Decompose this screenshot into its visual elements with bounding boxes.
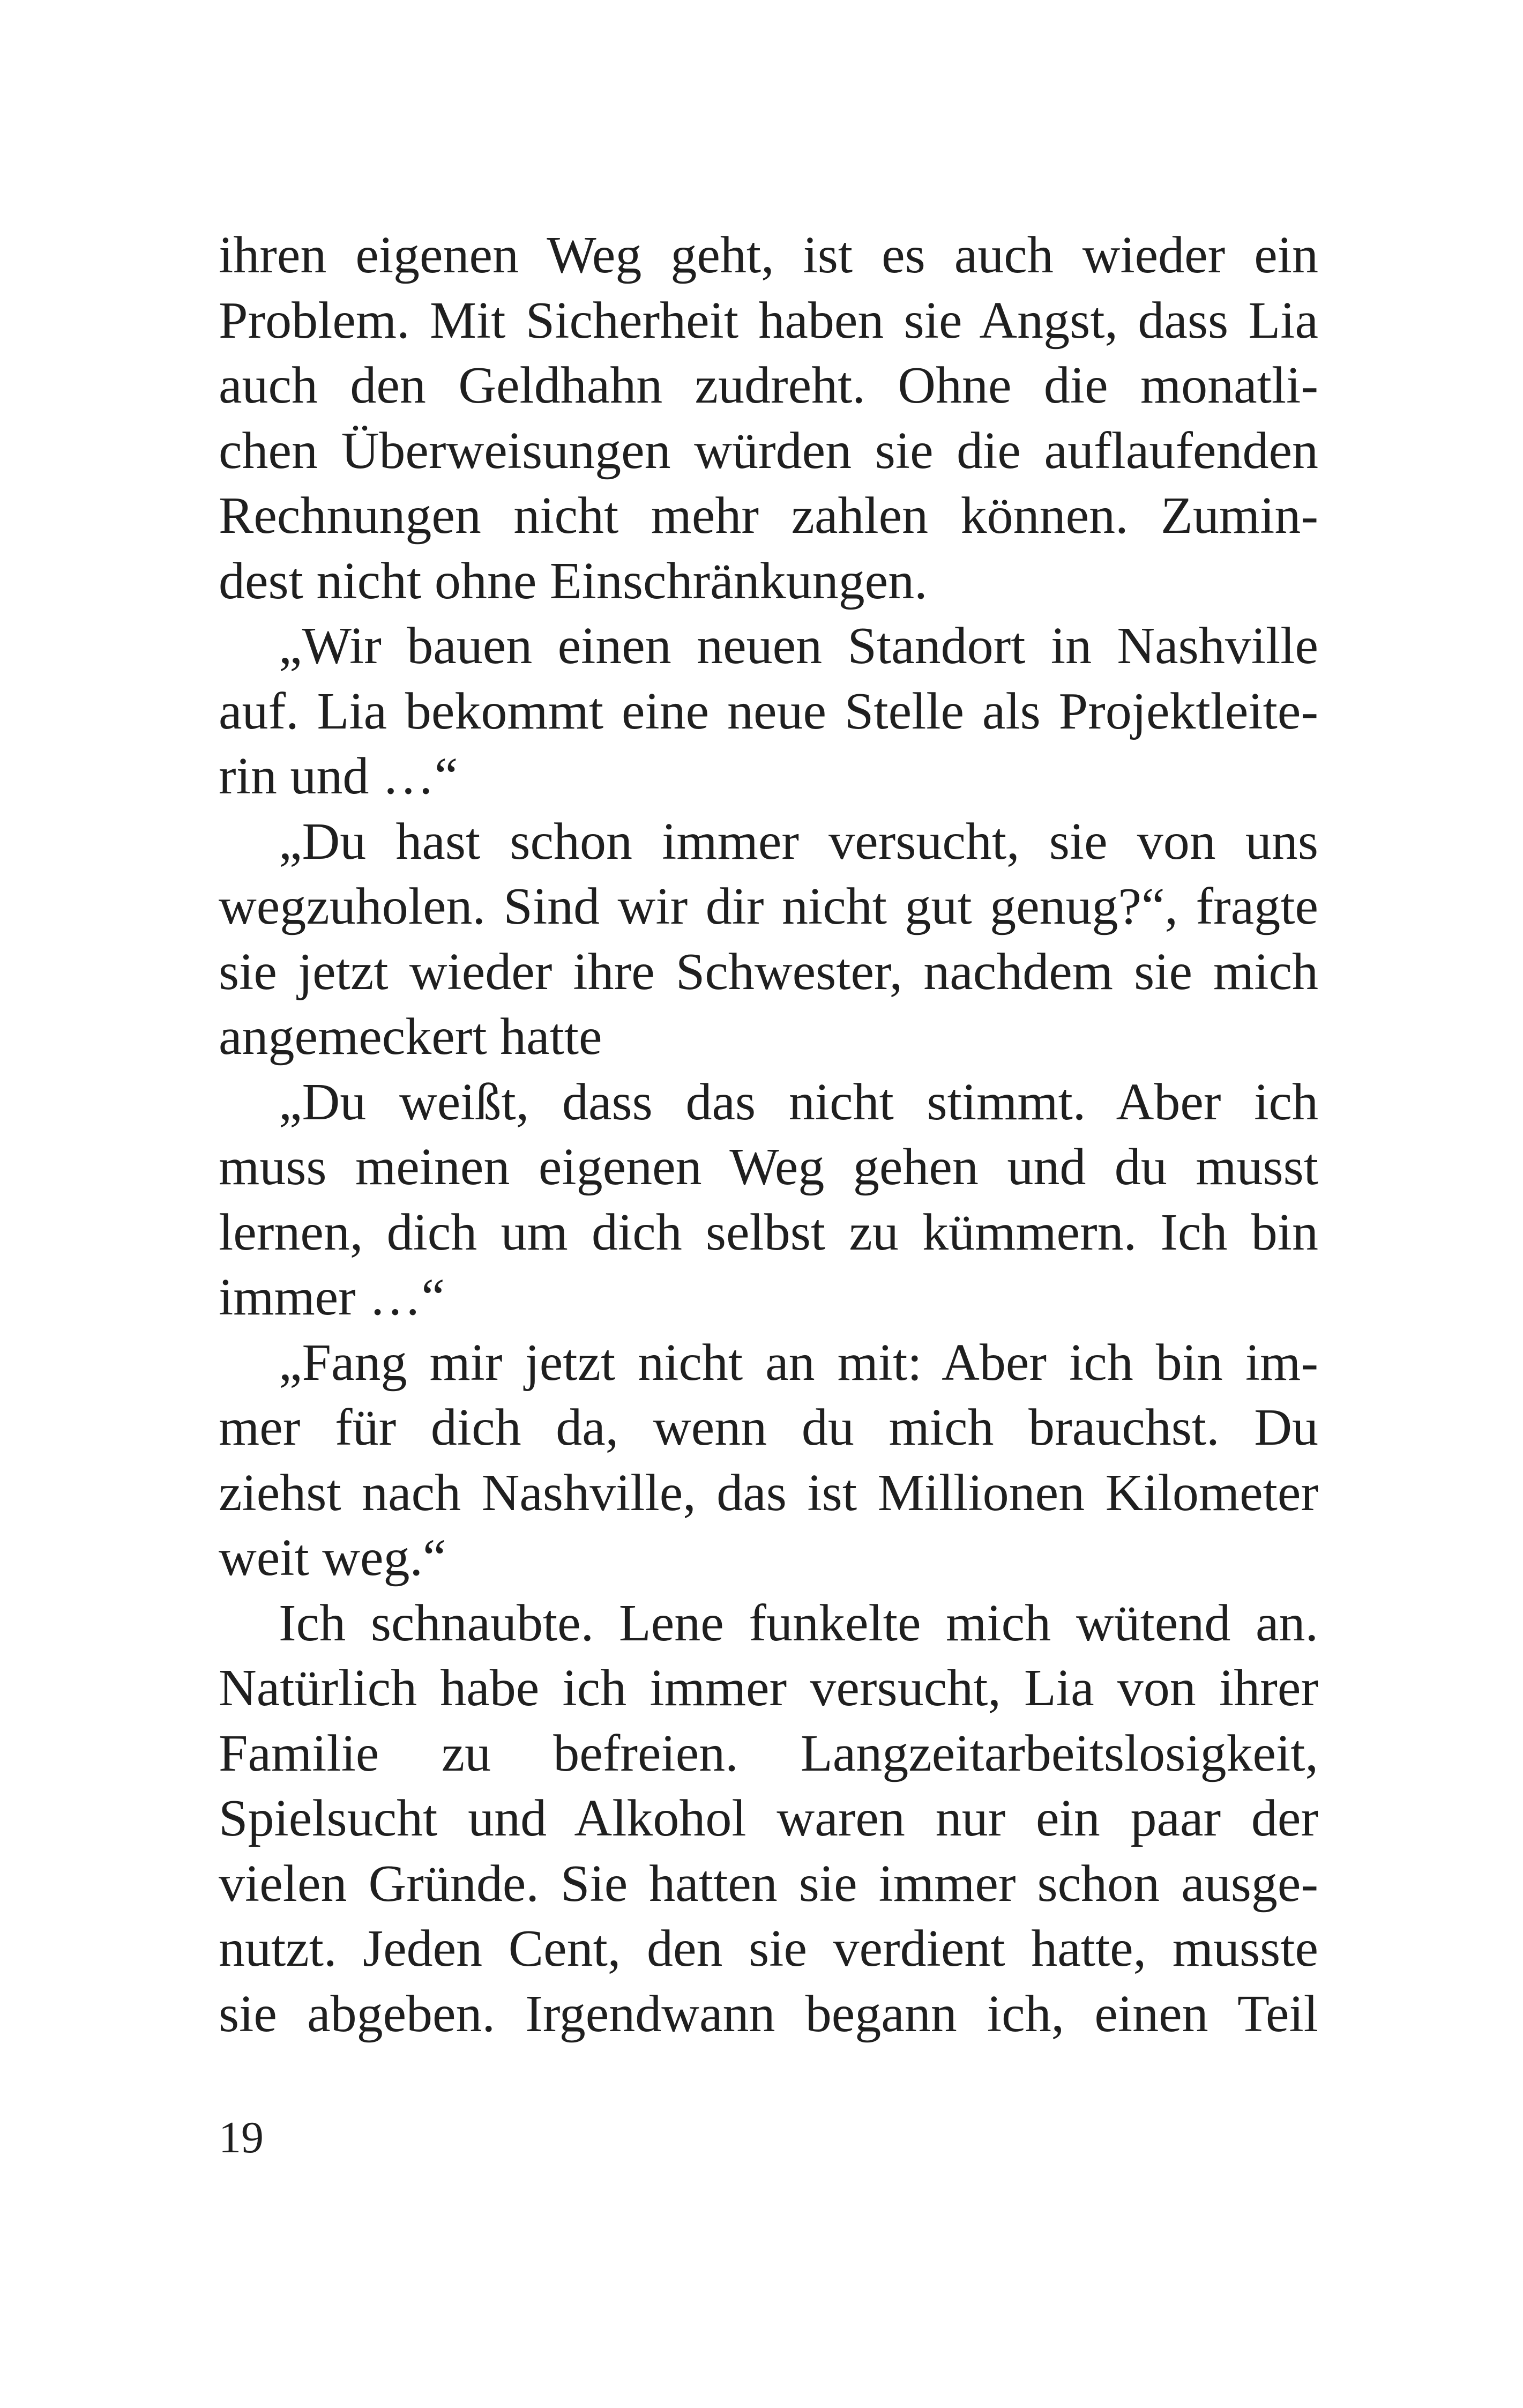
- text-line: Natürlich habe ich immer versucht, Lia von ihrer: [219, 1659, 1318, 1717]
- text-line: „Du hast schon immer versucht, sie von uns: [279, 812, 1318, 871]
- text-line: Spielsucht und Alkohol waren nur ein paar der: [219, 1789, 1318, 1847]
- body-text: [219, 223, 1318, 2047]
- text-line: wegzuholen. Sind wir dir nicht gut genug?“, fragte: [219, 878, 1318, 935]
- text-line: muss meinen eigenen Weg gehen und du musst: [219, 1138, 1318, 1196]
- text-line: „Fang mir jetzt nicht an mit: Aber ich bin im-: [279, 1333, 1318, 1392]
- text-line: sie abgeben. Irgendwann begann ich, einen Teil: [219, 1985, 1318, 2043]
- text-line: Familie zu befreien. Langzeitarbeitslosigkeit,: [219, 1724, 1318, 1782]
- text-line: dest nicht ohne Einschränkungen.: [219, 552, 928, 610]
- text-line: auch den Geldhahn zudreht. Ohne die monatli-: [219, 356, 1318, 414]
- text-line: Ich schnaubte. Lene funkelte mich wütend an.: [279, 1594, 1318, 1652]
- text-line: vielen Gründe. Sie hatten sie immer schon ausge-: [219, 1854, 1318, 1913]
- text-line: angemeckert hatte: [219, 1008, 602, 1066]
- text-line: ihren eigenen Weg geht, ist es auch wieder ein: [219, 226, 1318, 284]
- text-line: lernen, dich um dich selbst zu kümmern. Ich bin: [219, 1203, 1318, 1261]
- text-line: chen Überweisungen würden sie die auflaufenden: [219, 421, 1318, 480]
- text-line: rin und …“: [219, 747, 458, 805]
- text-line: nutzt. Jeden Cent, den sie verdient hatte, musste: [219, 1920, 1318, 1978]
- text-line: „Wir bauen einen neuen Standort in Nashville: [279, 617, 1318, 675]
- text-line: immer …“: [219, 1268, 445, 1326]
- text-line: auf. Lia bekommt eine neue Stelle als Projektleite-: [219, 682, 1318, 740]
- text-line: Problem. Mit Sicherheit haben sie Angst, dass Lia: [219, 291, 1318, 350]
- text-line: Rechnungen nicht mehr zahlen können. Zumin-: [219, 487, 1318, 545]
- page-number: 19: [219, 2113, 264, 2162]
- text-line: ziehst nach Nashville, das ist Millionen Kilometer: [219, 1463, 1318, 1522]
- text-line: „Du weißt, dass das nicht stimmt. Aber ich: [279, 1073, 1318, 1131]
- text-line: mer für dich da, wenn du mich brauchst. Du: [219, 1399, 1318, 1456]
- text-line: weit weg.“: [219, 1529, 446, 1587]
- text-line: sie jetzt wieder ihre Schwester, nachdem sie mich: [219, 942, 1318, 1001]
